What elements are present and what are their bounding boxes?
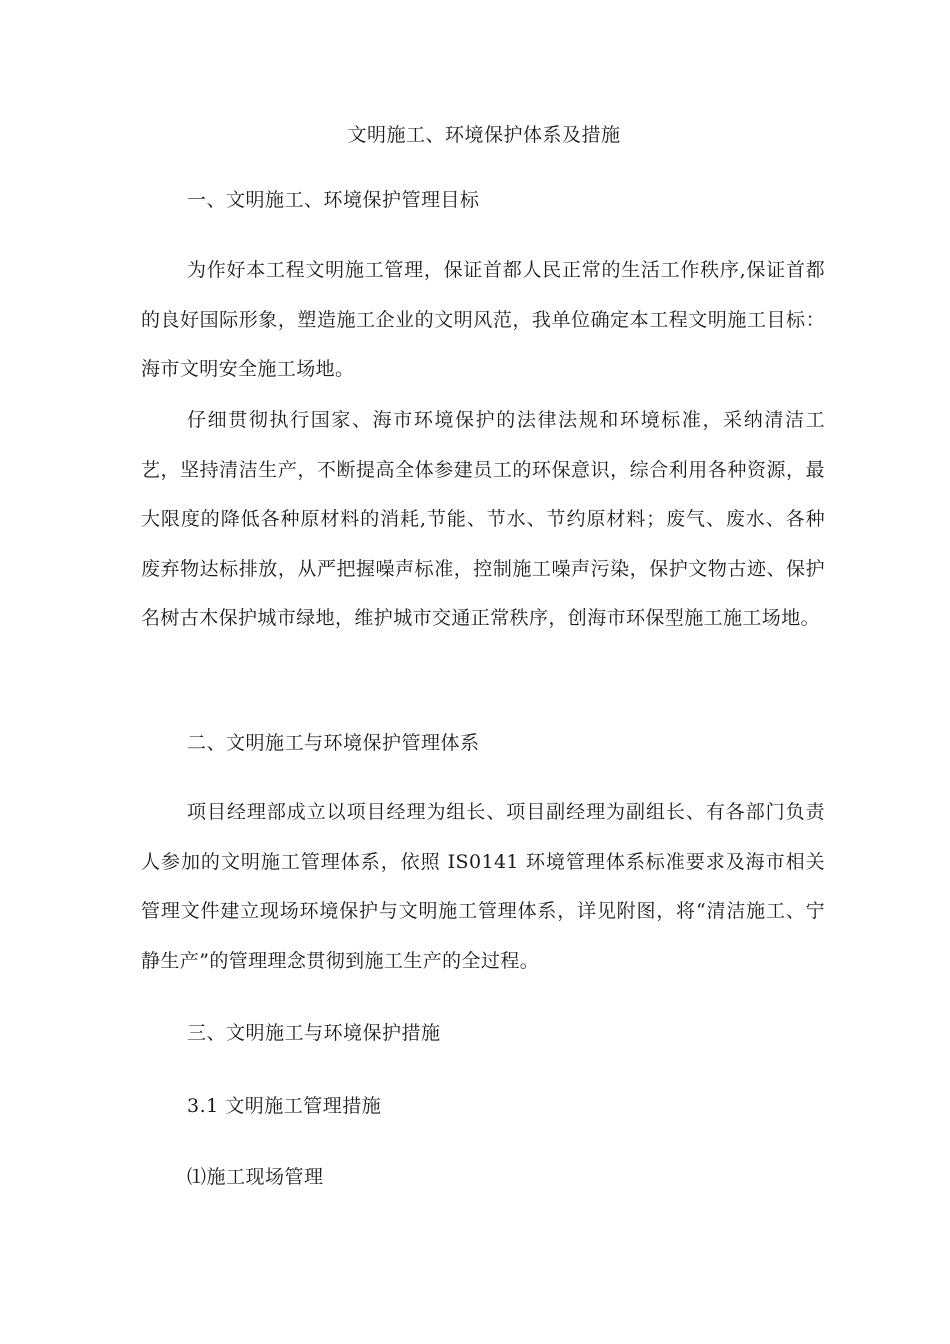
section-3-subheading: 3.1 文明施工管理措施 (187, 1095, 382, 1117)
section-2-paragraph-1: 项目经理部成立以项目经理为组长、项目副经理为副组长、有各部门负责人参加的文明施工管理体系，依照 IS0141 环境管理体系标准要求及海市相关管理文件建立现场环境保护与文明施工管理体系，详见附图，将“清洁施工、宁静生产”的管理理念贯彻到施工生产的全过程。 (141, 801, 825, 972)
document-title: 文明施工、环境保护体系及措施 (347, 124, 621, 146)
section-1-paragraph-1: 为作好本工程文明施工管理，保证首都人民正常的生活工作秩序,保证首都的良好国际形象，塑造施工企业的文明风范，我单位确定本工程文明施工目标：海市文明安全施工场地。 (141, 259, 825, 380)
section-3-heading: 三、文明施工与环境保护措施 (187, 1022, 441, 1044)
section-1-heading: 一、文明施工、环境保护管理目标 (187, 189, 480, 211)
section-2-heading: 二、文明施工与环境保护管理体系 (187, 732, 480, 754)
section-1-paragraph-2: 仔细贯彻执行国家、海市环境保护的法律法规和环境标准，采纳清洁工艺，坚持清洁生产，不断提高全体参建员工的环保意识，综合利用各种资源，最大限度的降低各种原材料的消耗,节能、节水、节约原材料；废气、废水、各种废弃物达标排放，从严把握噪声标准，控制施工噪声污染，保护文物古迹、保护名树古木保护城市绿地，维护城市交通正常秩序，创海市环保型施工施工场地。 (141, 409, 825, 629)
section-3-item-1: ⑴施工现场管理 (187, 1166, 324, 1188)
